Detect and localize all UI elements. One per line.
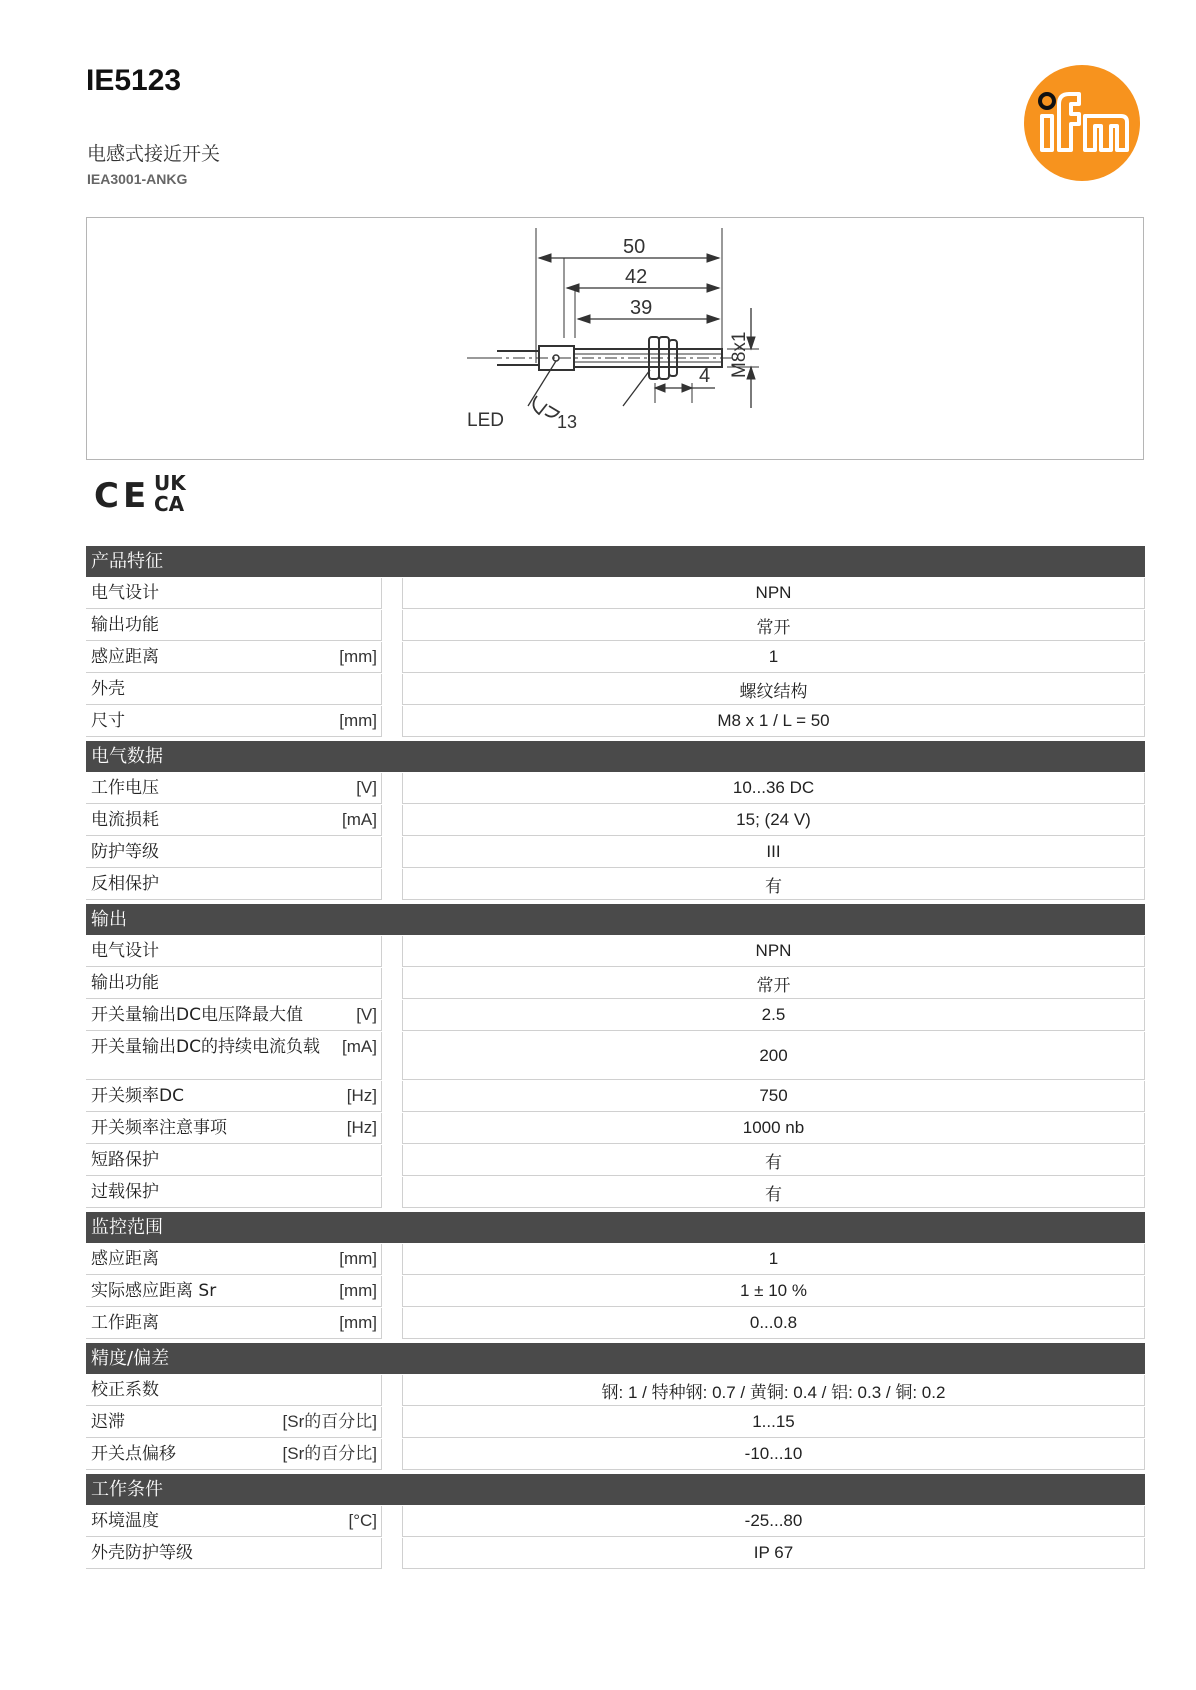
spec-label-cell: [86, 805, 382, 836]
spec-label-cell: [86, 1538, 382, 1569]
spec-label: 开关量输出DC电压降最大值: [91, 1005, 303, 1025]
spec-value: IP 67: [402, 1538, 1145, 1569]
spec-label-cell: [86, 1308, 382, 1339]
spec-unit: [mA]: [342, 1037, 377, 1056]
spec-label-cell: [86, 674, 382, 705]
ifm-logo: [1023, 64, 1141, 182]
spec-value: 螺纹结构: [402, 674, 1145, 705]
spec-value: -25...80: [402, 1506, 1145, 1537]
spec-label-cell: [86, 968, 382, 999]
spec-label: 实际感应距离 Sr: [91, 1281, 217, 1301]
spec-label-cell: [86, 706, 382, 737]
spec-row: [86, 869, 1145, 900]
dim-50-label: 50: [623, 236, 646, 258]
spec-unit: [mm]: [339, 647, 377, 666]
product-subtitle: 电感式接近开关: [87, 143, 221, 165]
spec-value: 200: [402, 1032, 1145, 1080]
spec-label: 过载保护: [91, 1182, 159, 1202]
spec-label: 开关量输出DC的持续电流负载: [91, 1037, 320, 1057]
spec-row: [86, 1177, 1145, 1208]
spec-label-cell: [86, 1177, 382, 1208]
spec-label-cell: [86, 1000, 382, 1031]
spec-row: [86, 1000, 1145, 1031]
spec-value: 钢: 1 / 特种钢: 0.7 / 黄铜: 0.4 / 铝: 0.3 / 铜: 0.2: [402, 1375, 1145, 1406]
spec-label: 短路保护: [91, 1150, 159, 1170]
spec-label-cell: [86, 578, 382, 609]
spec-row: [86, 1276, 1145, 1307]
section-header: 工作条件: [86, 1474, 1145, 1505]
spec-label-cell: [86, 1407, 382, 1438]
spec-label-cell: [86, 1145, 382, 1176]
certification-marks: [92, 470, 202, 514]
spec-label-cell: [86, 773, 382, 804]
spec-row: [86, 936, 1145, 967]
spec-row: [86, 1375, 1145, 1406]
spec-value: III: [402, 837, 1145, 868]
spec-label-cell: [86, 1113, 382, 1144]
spec-unit: [mm]: [339, 1281, 377, 1300]
spec-label: 工作电压: [91, 778, 159, 798]
spec-unit: [Sr的百分比]: [282, 1412, 377, 1431]
product-title: IE5123: [86, 64, 182, 97]
spec-value: 有: [402, 1145, 1145, 1176]
dim-42-label: 42: [625, 266, 648, 288]
spec-row: [86, 1506, 1145, 1537]
spec-row: [86, 578, 1145, 609]
article-code: IEA3001-ANKG: [87, 171, 188, 187]
spec-value: 有: [402, 869, 1145, 900]
ukca-mark-top: UK: [154, 471, 186, 495]
spec-label-cell: [86, 1244, 382, 1275]
spec-row: [86, 1032, 1145, 1080]
spec-unit: [Sr的百分比]: [282, 1444, 377, 1463]
spec-label-cell: [86, 1276, 382, 1307]
specification-table: [86, 546, 1145, 1569]
spec-label-cell: [86, 869, 382, 900]
spec-label: 防护等级: [91, 842, 159, 862]
spec-label: 工作距离: [91, 1313, 159, 1333]
spec-value: 0...0.8: [402, 1308, 1145, 1339]
spec-label-cell: [86, 610, 382, 641]
spec-label-cell: [86, 837, 382, 868]
spec-label: 环境温度: [91, 1511, 159, 1531]
wrench-icon: [533, 396, 559, 417]
spec-label-cell: [86, 1439, 382, 1470]
spec-label: 外壳: [91, 679, 125, 699]
spec-row: [86, 805, 1145, 836]
dim-4-label: 4: [699, 365, 711, 387]
spec-value: 常开: [402, 968, 1145, 999]
spec-label: 开关频率注意事项: [91, 1118, 227, 1138]
spec-row: [86, 642, 1145, 673]
spec-unit: [V]: [356, 1005, 377, 1024]
section-header: 精度/偏差: [86, 1343, 1145, 1374]
spec-unit: [Hz]: [346, 1086, 377, 1105]
thread-dim-label: M8x1: [729, 331, 750, 378]
spec-label: 开关点偏移: [91, 1444, 176, 1464]
spec-value: 1: [402, 1244, 1145, 1275]
spec-row: [86, 1538, 1145, 1569]
spec-label: 输出功能: [91, 973, 159, 993]
spec-row: [86, 1113, 1145, 1144]
spec-unit: [Hz]: [346, 1118, 377, 1137]
spec-row: [86, 610, 1145, 641]
spec-row: [86, 837, 1145, 868]
spec-row: [86, 706, 1145, 737]
spec-label: 开关频率DC: [91, 1086, 184, 1106]
spec-value: NPN: [402, 578, 1145, 609]
spec-value: 常开: [402, 610, 1145, 641]
spec-label-cell: [86, 1506, 382, 1537]
spec-value: 1: [402, 642, 1145, 673]
dimension-drawing: [86, 217, 1144, 460]
ce-mark-icon: [92, 470, 202, 514]
spec-label: 感应距离: [91, 647, 159, 667]
spec-value: 10...36 DC: [402, 773, 1145, 804]
spec-label: 输出功能: [91, 615, 159, 635]
section-header: 产品特征: [86, 546, 1145, 577]
spec-label: 迟滞: [91, 1412, 125, 1432]
spec-value: 15; (24 V): [402, 805, 1145, 836]
spec-label: 感应距离: [91, 1249, 159, 1269]
spec-unit: [°C]: [348, 1511, 377, 1530]
spec-label: 外壳防护等级: [91, 1543, 193, 1563]
ukca-mark-bottom: CA: [154, 492, 185, 514]
spec-unit: [V]: [356, 778, 377, 797]
spec-label-cell: [86, 936, 382, 967]
spec-row: [86, 773, 1145, 804]
spec-value: 1...15: [402, 1407, 1145, 1438]
spec-row: [86, 674, 1145, 705]
spec-value: NPN: [402, 936, 1145, 967]
spec-unit: [mm]: [339, 1313, 377, 1332]
spec-label: 电气设计: [91, 583, 159, 603]
spec-row: [86, 1244, 1145, 1275]
spec-label: 电气设计: [91, 941, 159, 961]
ce-mark: CE: [94, 476, 151, 514]
led-label: LED: [467, 410, 504, 431]
spec-label: 尺寸: [91, 711, 125, 731]
wrench-size-label: 13: [557, 412, 578, 432]
spec-label-cell: [86, 1375, 382, 1406]
spec-unit: [mm]: [339, 1249, 377, 1268]
dim-39-label: 39: [630, 297, 653, 319]
spec-value: -10...10: [402, 1439, 1145, 1470]
spec-label: 电流损耗: [91, 810, 159, 830]
spec-unit: [mm]: [339, 711, 377, 730]
spec-row: [86, 1081, 1145, 1112]
spec-label: 反相保护: [91, 874, 159, 894]
spec-label-cell: [86, 1032, 382, 1080]
spec-row: [86, 1439, 1145, 1470]
section-header: 输出: [86, 904, 1145, 935]
spec-unit: [mA]: [342, 810, 377, 829]
spec-row: [86, 968, 1145, 999]
spec-value: 有: [402, 1177, 1145, 1208]
section-header: 监控范围: [86, 1212, 1145, 1243]
sensor-dimension-diagram: [87, 218, 1143, 459]
spec-value: M8 x 1 / L = 50: [402, 706, 1145, 737]
spec-label-cell: [86, 1081, 382, 1112]
spec-value: 750: [402, 1081, 1145, 1112]
spec-label: 校正系数: [91, 1380, 159, 1400]
spec-value: 1 ± 10 %: [402, 1276, 1145, 1307]
spec-label-cell: [86, 642, 382, 673]
spec-value: 2.5: [402, 1000, 1145, 1031]
spec-row: [86, 1308, 1145, 1339]
spec-value: 1000 nb: [402, 1113, 1145, 1144]
spec-row: [86, 1407, 1145, 1438]
spec-row: [86, 1145, 1145, 1176]
section-header: 电气数据: [86, 741, 1145, 772]
